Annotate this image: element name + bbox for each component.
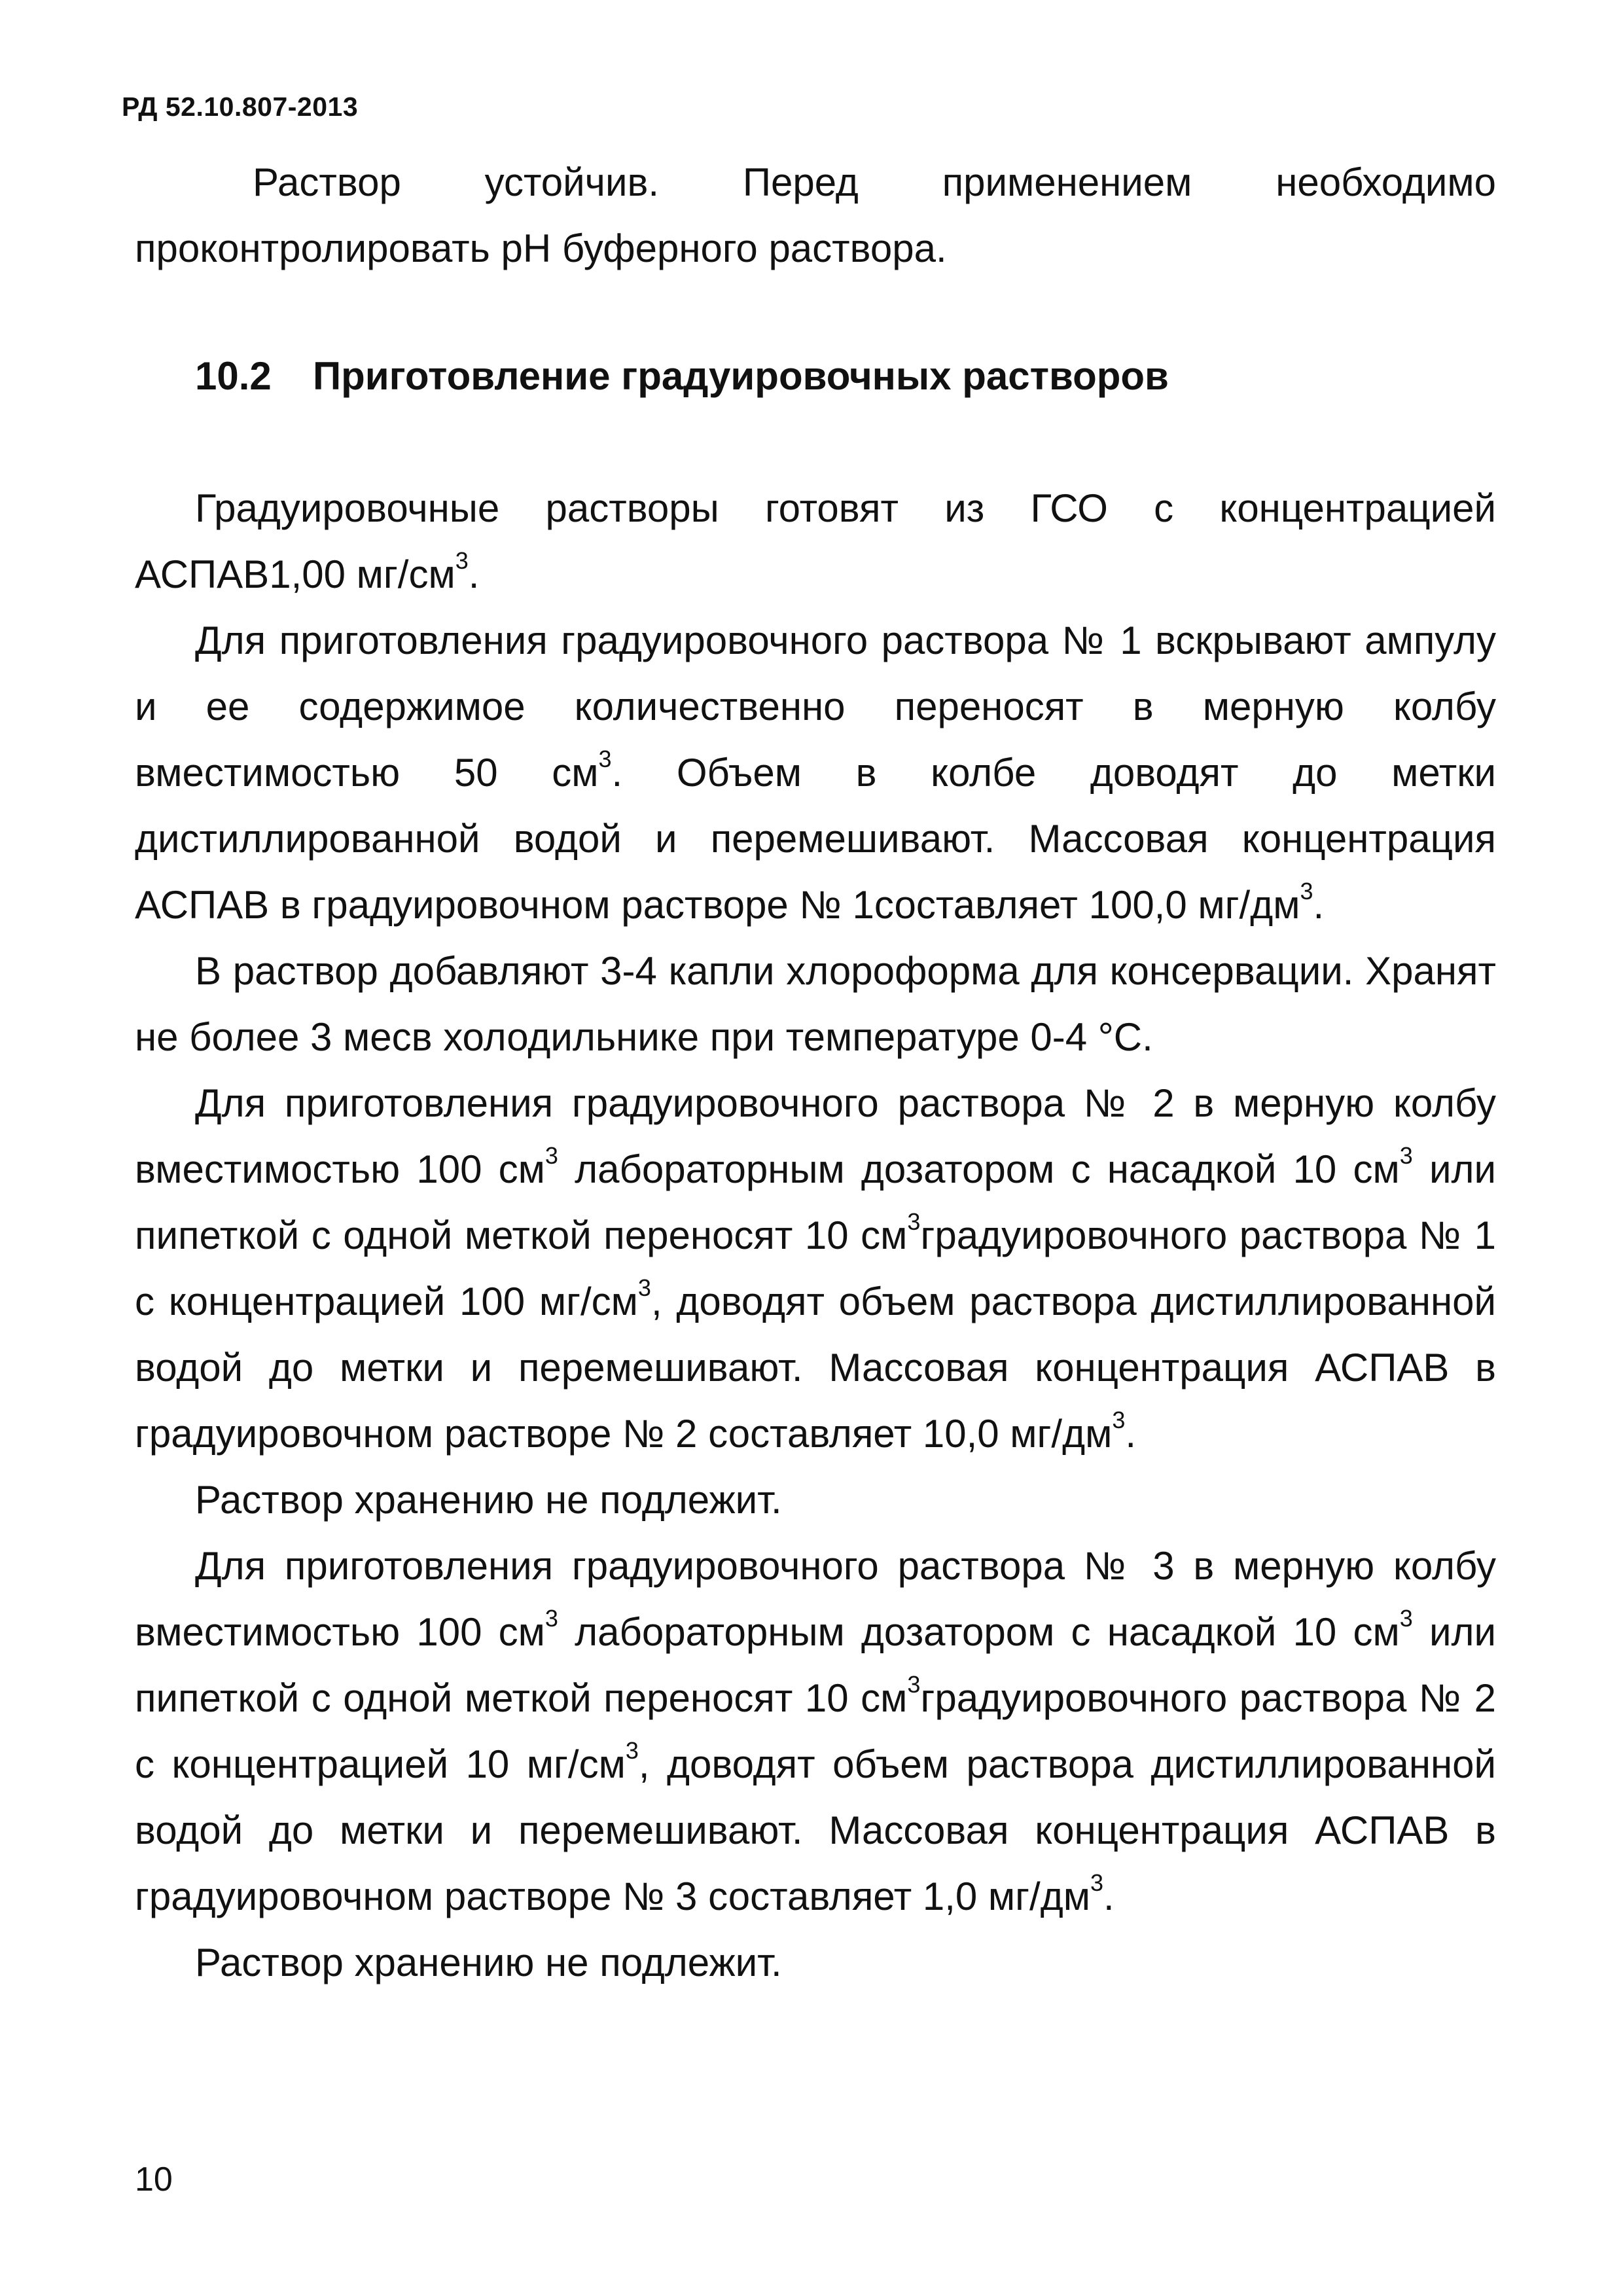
paragraph: Раствор хранению не подлежит. [195, 1478, 782, 1522]
paragraph: Раствор хранению не подлежит. [195, 1941, 782, 1984]
paragraph: Градуировочные растворы готовят из ГСО с концентрацией АСПАВ1,00 $мг/см^3$. [135, 486, 1496, 596]
paragraph: В раствор добавляют 3-4 капли хлороформа для консервации. Хранят не более 3 месв холодильнике при температуре 0-4 °С. [135, 949, 1496, 1059]
paragraph: Для приготовления градуировочного раствора № 1 вскрывают ампулу и ее содержимое количественно переносят в мерную колбу вместимостью 50 $см^3$. Объем в колбе доводят до метки дистиллированной водой и перемешивают. Массовая концентрация АСПАВ в градуировочном растворе № 1составляет 100,0 $мг/дм^3$. [135, 619, 1496, 927]
intro-text: Раствор устойчив. Перед применением необходимо проконтролировать pH буферного раствора. [135, 160, 1496, 270]
paragraph: Для приготовления градуировочного раствора № 2 в мерную колбу вместимостью 100 $см^3$ лабораторным дозатором с насадкой 10 $см^3$ или пипеткой с одной меткой переносят 10 $см^3градуировочного$ раствора № 1 с концентрацией 100 $мг/см^3$, доводят объем раствора дистиллированной водой до метки и перемешивают. Массовая концентрация АСПАВ в градуировочном растворе № 2 составляет 10,0 $мг/дм^3$. [135, 1081, 1497, 1456]
document-code: РД 52.10.807-2013 [122, 92, 359, 122]
page-number: 10 [135, 2161, 173, 2198]
body-text [135, 475, 1496, 1996]
section-title: Приготовление градуировочных растворов [313, 354, 1169, 398]
paragraph: Для приготовления градуировочного раствора № 3 в мерную колбу вместимостью 100 $см^3$ лабораторным дозатором с насадкой 10 $см^3$ или пипеткой с одной меткой переносят 10 $см^3градуировочного$ раствора № 2 с концентрацией 10 $мг/см^3$, доводят объем раствора дистиллированной водой до метки и перемешивают. Массовая концентрация АСПАВ в градуировочном растворе № 3 составляет 1,0 $мг/дм^3$. [135, 1544, 1497, 1918]
section-heading [195, 353, 1169, 399]
section-number: 10.2 [195, 354, 272, 398]
intro-paragraph [135, 149, 1496, 281]
